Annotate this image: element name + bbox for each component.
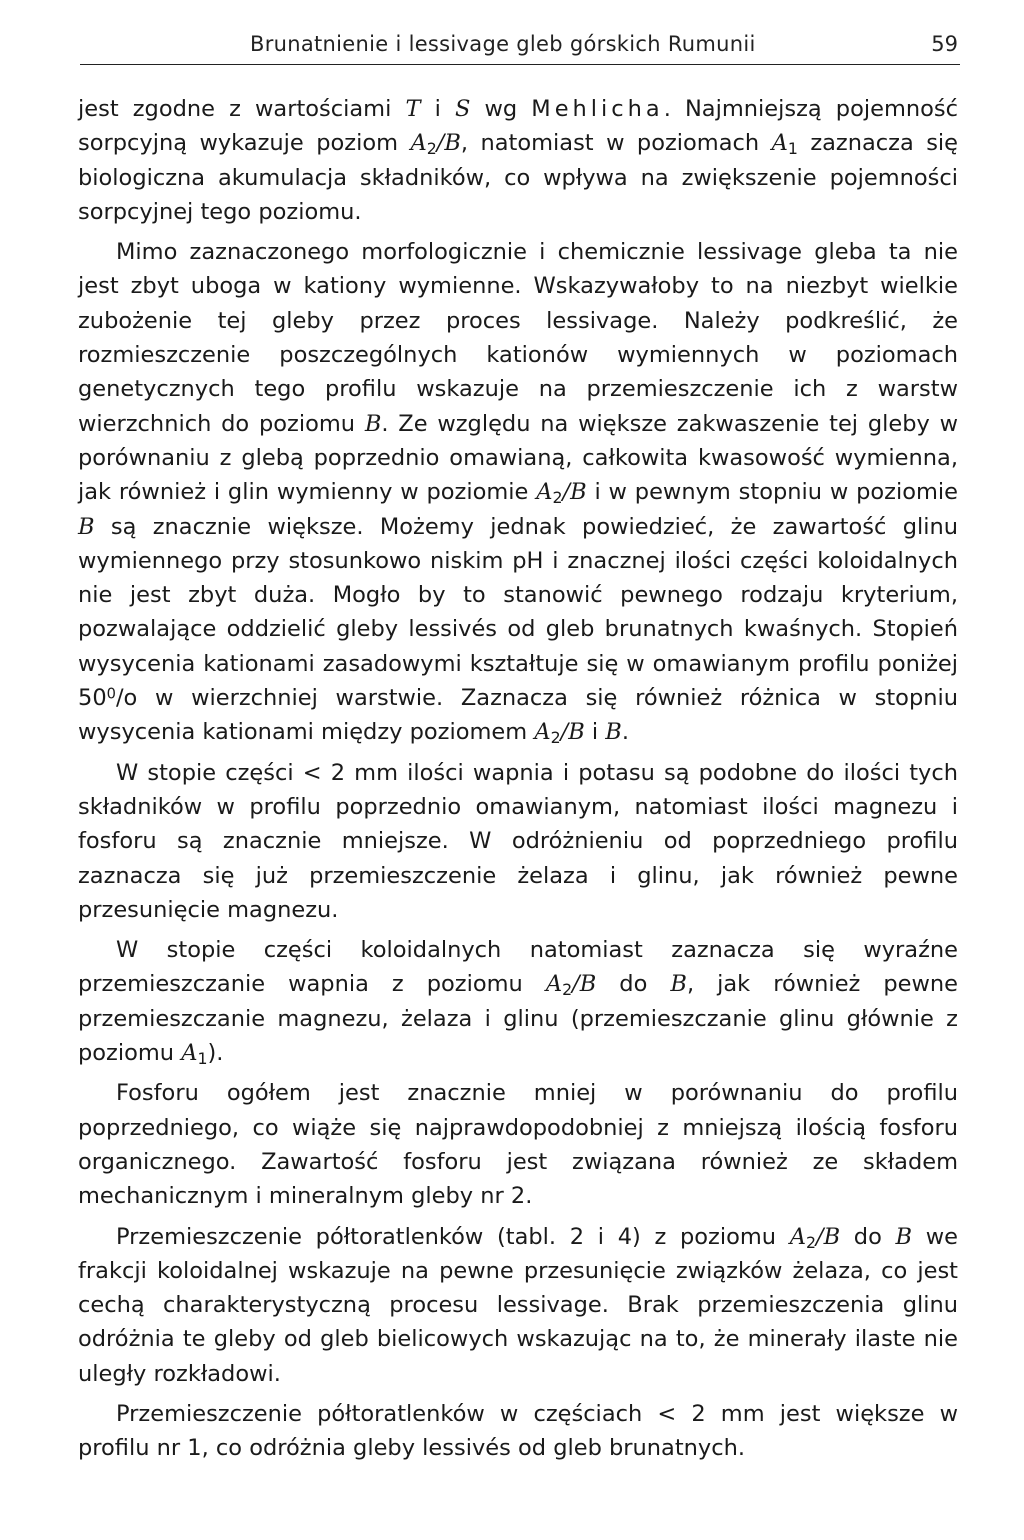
paragraph-6: Przemieszczenie półtoratlenków (tabl. 2 i 4) z poziomu $A_2/B$ do B we frakcji koloidalnej wskazuje na pewne przesunięcie związków żelaza, co jest cechą charakterystyczną procesu lessivage. Brak przemieszczenia glinu odróżnia te gleby od gleb bielicowych wskazując na to, że minerały ilaste nie uległy rozkładowi.	[78, 1223, 959, 1387]
page-number: 59	[931, 32, 958, 56]
paragraph-5: Fosforu ogółem jest znacznie mniej w porównaniu do profilu poprzedniego, co wiąże się najprawdopodobniej z mniejszą ilością fosforu organicznego. Zawartość fosforu jest związana również ze składem mechanicznym i mineralnym gleby nr 2.	[78, 1080, 958, 1210]
body-text	[78, 92, 958, 1466]
paragraph-4: W stopie części koloidalnych natomiast zaznacza się wyraźne przemieszczanie wapnia z poziomu $A_2/B$ do B, jak również pewne przemieszczanie magnezu, żelaza i glinu (przemieszczanie glinu głównie z poziomu $A_1$).	[78, 937, 959, 1068]
paragraph-1: jest zgodne z wartościami T i S wg Mehlicha. Najmniejszą pojemność sorpcyjną wykazuje poziom $A_2/B$, natomiast w poziomach $A_1$ zaznacza się biologiczna akumulacja składników, co wpływa na zwiększenie pojemności sorpcyjnej tego poziomu.	[78, 96, 959, 225]
paragraph-7: Przemieszczenie półtoratlenków w częściach < 2 mm jest większe w profilu nr 1, co odróżnia gleby lessivés od gleb brunatnych.	[78, 1400, 958, 1462]
paragraph-3: W stopie części < 2 mm ilości wapnia i potasu są podobne do ilości tych składników w profilu poprzednio omawianym, natomiast ilości magnezu i fosforu są znacznie mniejsze. W odróżnieniu od poprzedniego profilu zaznacza się już przemieszczenie żelaza i glinu, jak również pewne przesunięcie magnezu.	[78, 759, 958, 923]
paragraph-2: Mimo zaznaczonego morfologicznie i chemicznie lessivage gleba ta nie jest zbyt uboga w kationy wymienne. Wskazywałoby to na niezbyt wielkie zubożenie tej gleby przez proces lessivage. Należy podkreślić, że rozmieszczenie poszczególnych kationów wymiennych w poziomach genetycznych tego profilu wskazuje na przemieszczenie ich z warstw wierzchnich do poziomu B. Ze względu na większe zakwaszenie tej gleby w porównaniu z glebą poprzednio omawianą, całkowita kwasowość wymienna, jak również i glin wymienny w poziomie $A_2/B$ i w pewnym stopniu w poziomie B są znacznie większe. Możemy jednak powiedzieć, że zawartość glinu wymiennego przy stosunkowo niskim pH i znacznej ilości części koloidalnych nie jest zbyt duża. Mogło by to stanowić pewnego rodzaju kryterium, pozwalające oddzielić gleby lessivés od gleb brunatnych kwaśnych. Stopień wysycenia kationami zasadowymi kształtuje się w omawianym profilu poniżej $50^0/o$ w wierzchniej warstwie. Zaznacza się również różnica w stopniu wysycenia kationami między poziomem $A_2/B$ i B.	[78, 239, 959, 748]
running-header	[80, 30, 960, 65]
author-name: Mehlicha	[531, 96, 664, 122]
running-title: Brunatnienie i lessivage gleb górskich Rumunii	[250, 32, 756, 56]
